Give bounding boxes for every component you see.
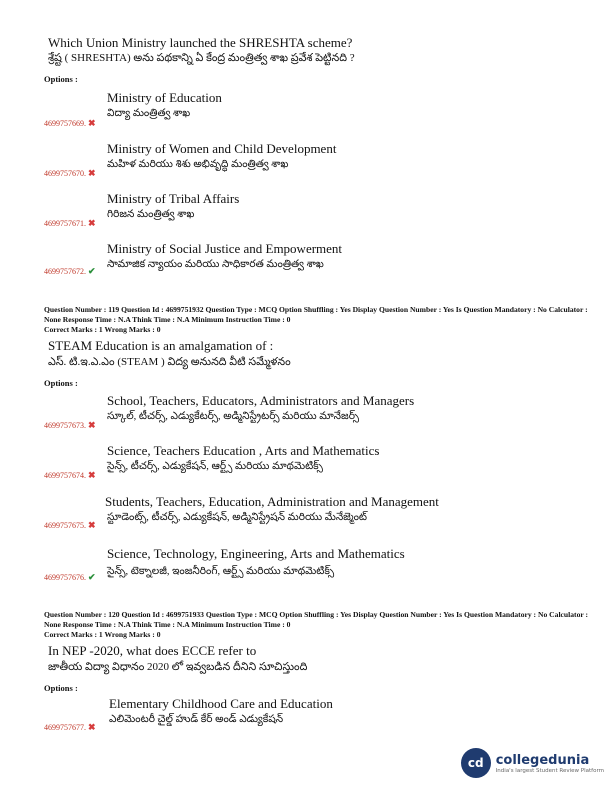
collegedunia-logo: [461, 748, 604, 778]
option-text-english: Elementary Childhood Care and Education: [109, 696, 333, 711]
option-text-english: Science, Technology, Engineering, Arts and Mathematics: [107, 546, 405, 561]
option-id: 4699757675. ✖: [44, 520, 96, 530]
option-text-telugu: సైన్స్, టెక్నాలజీ, ఇంజనీరింగ్, ఆర్ట్స్ మరియు మాథమెటిక్స్: [107, 566, 335, 577]
option-text-english: Ministry of Tribal Affairs: [107, 191, 240, 206]
option-text-english: Science, Teachers Education , Arts and Mathematics: [107, 443, 380, 458]
question-120-meta: Question Number : 120 Question Id : 4699751933 Question Type : MCQ Option Shuffling : Yes Display Question Number : Yes Is Question Mandatory : No Calculator : None Response Time : N.A Think Time : N.A Minimum Instruction Time : 0: [44, 610, 589, 629]
option-id: 4699757677. ✖: [44, 722, 96, 732]
logo-badge-icon: cd: [461, 748, 491, 778]
option-id: 4699757676. ✔: [44, 572, 96, 582]
option-text-telugu: సామాజిక న్యాయం మరియు సాధికారత మంత్రిత్వ శాఖ: [107, 259, 324, 270]
cross-icon: ✖: [88, 420, 96, 430]
option-text-telugu: మహిళ మరియు శిశు అభివృద్ధి మంత్రిత్వ శాఖ: [107, 159, 289, 170]
cross-icon: ✖: [88, 218, 96, 228]
question-119-telugu: ఎస్. టి.ఇ.ఎ.ఎం (STEAM ) విద్య అనునది వీటి సమ్మేళనం: [48, 356, 291, 368]
options-label: Options :: [44, 378, 78, 388]
option-text-english: Students, Teachers, Education, Administration and Management: [105, 494, 439, 509]
question-120-marks: Correct Marks : 1 Wrong Marks : 0: [44, 630, 161, 639]
question-118-telugu: శ్రేష్ట ( SHRESHTA) అను పథకాన్ని ఏ కేంద్ర మంత్రిత్వ శాఖ ప్రవేశ పెట్టినది ?: [48, 52, 355, 64]
cross-icon: ✖: [88, 168, 96, 178]
options-label: Options :: [44, 74, 78, 84]
option-id: 4699757671. ✖: [44, 218, 96, 228]
question-119-meta: Question Number : 119 Question Id : 4699751932 Question Type : MCQ Option Shuffling : Yes Display Question Number : Yes Is Question Mandatory : No Calculator : None Response Time : N.A Think Time : N.A Minimum Instruction Time : 0: [44, 305, 588, 324]
option-text-telugu: ఎలిమెంటరీ చైల్డ్ హుడ్ కేర్ అండ్ ఎడ్యుకేషన్: [109, 714, 284, 725]
cross-icon: ✖: [88, 470, 96, 480]
check-icon: ✔: [88, 266, 96, 276]
options-label: Options :: [44, 683, 78, 693]
option-text-english: School, Teachers, Educators, Administrators and Managers: [107, 393, 415, 408]
option-id: 4699757674. ✖: [44, 470, 96, 480]
cross-icon: ✖: [88, 520, 96, 530]
logo-name: collegedunia: [495, 752, 590, 768]
option-id: 4699757672. ✔: [44, 266, 96, 276]
logo-text: [496, 753, 604, 774]
option-id: 4699757673. ✖: [44, 420, 96, 430]
question-120-telugu: జాతీయ విద్యా విధానం 2020 లో ఇవ్వబడిన దీనిని సూచిస్తుంది: [48, 661, 308, 673]
option-text-english: Ministry of Women and Child Development: [107, 141, 337, 156]
option-text-telugu: విద్యా మంత్రిత్వ శాఖ: [107, 108, 191, 119]
option-text-telugu: గిరిజన మంత్రిత్వ శాఖ: [107, 209, 195, 220]
option-text-english: Ministry of Education: [107, 90, 222, 105]
option-id: 4699757670. ✖: [44, 168, 96, 178]
check-icon: ✔: [88, 572, 96, 582]
option-text-telugu: స్కూల్, టీచర్స్, ఎడ్యుకేటర్స్, అడ్మినిస్ట్రేటర్స్ మరియు మానేజర్స్: [107, 411, 360, 422]
option-id: 4699757669. ✖: [44, 118, 96, 128]
question-119-english: STEAM Education is an amalgamation of :: [48, 338, 274, 353]
logo-tagline: India's largest Student Review Platform: [495, 767, 604, 774]
cross-icon: ✖: [88, 722, 96, 732]
question-120-english: In NEP -2020, what does ECCE refer to: [48, 643, 257, 658]
question-119-marks: Correct Marks : 1 Wrong Marks : 0: [44, 325, 161, 334]
option-text-english: Ministry of Social Justice and Empowerment: [107, 241, 343, 256]
cross-icon: ✖: [88, 118, 96, 128]
question-118-english: Which Union Ministry launched the SHRESHTA scheme?: [48, 35, 353, 50]
option-text-telugu: సైన్స్, టీచర్స్, ఎడ్యుకేషన్, ఆర్ట్స్ మరియు మాథమెటిక్స్: [107, 461, 323, 472]
option-text-telugu: స్టూడెంట్స్, టీచర్స్, ఎడ్యుకేషన్, అడ్మినిస్ట్రేషన్ మరియు మేనేజ్మెంట్: [107, 512, 368, 523]
